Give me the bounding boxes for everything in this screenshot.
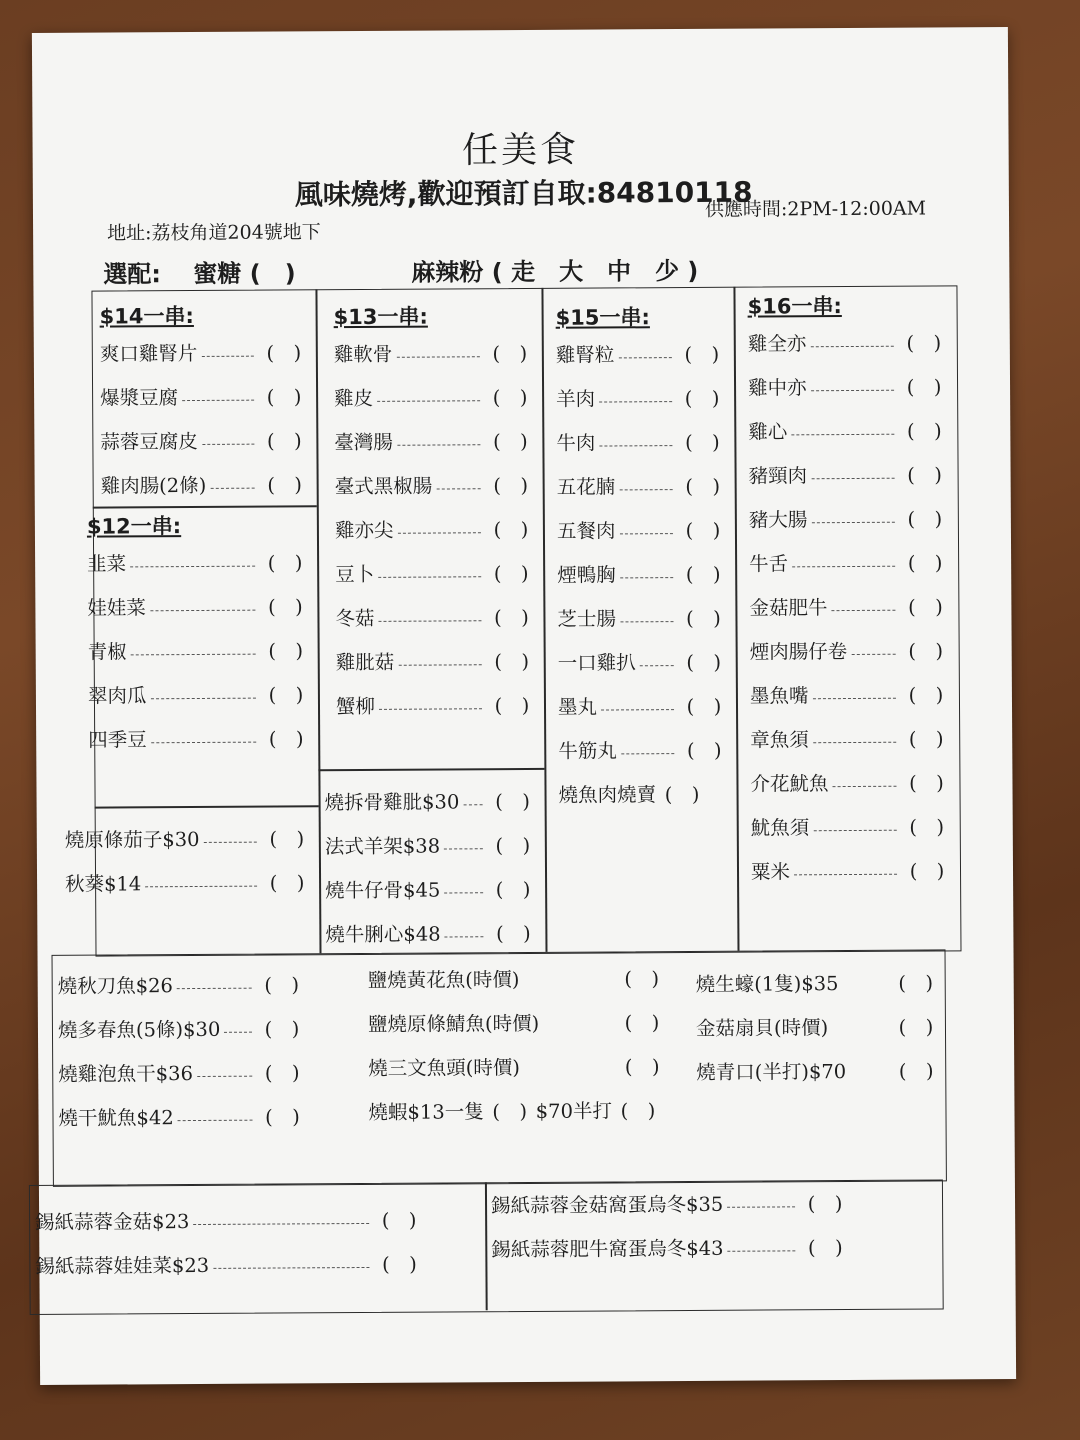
leader-dashes (727, 1206, 795, 1207)
quantity-blank[interactable]: ( ) (493, 517, 529, 542)
leader-dashes (619, 533, 672, 534)
leader-dashes (640, 665, 674, 666)
leader-dashes (812, 697, 895, 699)
quantity-blank[interactable]: ( ) (381, 1208, 417, 1232)
item-name: 雞心 (748, 420, 788, 444)
item-name: $70半打 (535, 1099, 613, 1123)
leader-dashes (463, 804, 482, 805)
item-name: 燒牛仔骨$45 (325, 878, 441, 903)
item-name: 雞肶菇 (335, 650, 395, 675)
item-name: 雞全亦 (747, 332, 807, 356)
menu-item[interactable] (334, 374, 536, 419)
item-name: 雞肉腸(2條) (100, 473, 207, 498)
quantity-blank[interactable]: ( ) (909, 859, 945, 883)
quantity-blank[interactable]: ( ) (492, 341, 528, 366)
menu-item[interactable] (696, 959, 942, 1005)
item-name: 翠肉瓜 (87, 684, 147, 708)
leader-dashes (524, 1069, 612, 1070)
quantity-blank[interactable]: ( ) (495, 833, 531, 858)
quantity-blank[interactable]: ( ) (909, 815, 945, 839)
item-list (65, 815, 314, 905)
leader-dashes (601, 709, 674, 710)
leader-dashes (791, 433, 894, 435)
leader-dashes (177, 987, 252, 988)
item-name: 芝士腸 (557, 607, 617, 631)
menu-item[interactable] (334, 330, 536, 375)
item-name: 魷魚須 (750, 816, 810, 840)
leader-dashes (794, 873, 897, 875)
menu-sheet (32, 27, 1016, 1385)
menu-item[interactable] (556, 375, 728, 420)
menu-item[interactable] (334, 418, 536, 463)
menu-item[interactable] (368, 999, 668, 1045)
leader-dashes (397, 532, 480, 534)
leader-dashes (811, 389, 894, 391)
quantity-blank[interactable]: ( ) (267, 595, 303, 619)
item-name: 青椒 (87, 640, 127, 664)
quantity-blank[interactable]: ( ) (494, 693, 530, 718)
menu-item[interactable] (100, 373, 310, 418)
quantity-blank[interactable]: ( ) (624, 967, 660, 991)
quantity-blank[interactable]: ( ) (264, 1017, 300, 1041)
item-name: 豬大腸 (748, 508, 808, 532)
menu-item[interactable] (491, 1224, 851, 1270)
leader-dashes (851, 653, 895, 654)
menu-item[interactable] (751, 847, 953, 892)
quantity-blank[interactable]: ( ) (492, 1099, 528, 1124)
item-name: 煙鴨胸 (557, 563, 616, 587)
menu-item[interactable] (558, 771, 730, 816)
item-name: 燒牛脷心$48 (325, 922, 441, 947)
menu-item[interactable] (557, 551, 729, 596)
menu-item[interactable] (35, 1241, 425, 1287)
leader-dashes (831, 609, 895, 610)
item-name: 燒拆骨雞肶$30 (324, 790, 460, 815)
item-name: 煙肉腸仔卷 (749, 640, 848, 664)
menu-item[interactable] (696, 1003, 942, 1049)
leader-dashes (444, 892, 483, 893)
veg-specials (65, 815, 314, 905)
item-name: 豆卜 (335, 562, 375, 587)
menu-item[interactable] (491, 1180, 851, 1226)
menu-item[interactable] (324, 778, 538, 823)
item-name: 鹽燒黃花魚(時價) (367, 968, 520, 992)
seafood-col-1 (58, 961, 309, 1139)
item-name: 燒秋刀魚$26 (57, 974, 174, 998)
menu-item[interactable] (58, 961, 308, 1007)
quantity-blank[interactable]: ( ) (266, 341, 302, 365)
menu-item[interactable] (751, 803, 953, 848)
menu-item[interactable] (65, 815, 313, 861)
menu-item[interactable] (558, 639, 730, 684)
item-name: 牛舌 (749, 552, 789, 576)
item-list (491, 1180, 852, 1270)
leader-dashes (599, 401, 672, 402)
item-name: 一口雞扒 (557, 651, 636, 675)
leader-dashes (150, 697, 255, 699)
quantity-blank[interactable]: ( ) (908, 639, 944, 663)
item-name: 錫紙蒜蓉金菇$23 (35, 1210, 190, 1234)
leader-dashes (201, 355, 253, 356)
item-name: 燒雞泡魚干$36 (58, 1062, 194, 1086)
quantity-blank[interactable]: ( ) (493, 561, 529, 586)
section-heading: $15一串: (555, 305, 650, 330)
leader-dashes (621, 753, 674, 754)
item-name: 爽口雞腎片 (99, 341, 198, 366)
item-name: 臺式黑椒腸 (334, 474, 433, 499)
spicy-powder-option[interactable]: 麻辣粉 ( 走 大 中 少 ) (411, 256, 699, 287)
honey-option[interactable]: 蜜糖 ( ) (193, 259, 296, 289)
item-list (334, 330, 538, 727)
item-list (368, 955, 669, 1089)
leader-dashes (178, 1119, 253, 1120)
item-name: 冬菇 (335, 606, 375, 631)
section-12 (87, 509, 313, 760)
quantity-blank[interactable]: ( ) (494, 649, 530, 674)
quantity-blank[interactable]: ( ) (898, 1015, 934, 1039)
item-name: 娃娃菜 (87, 596, 146, 620)
menu-item[interactable] (88, 627, 312, 672)
quantity-blank[interactable]: ( ) (266, 385, 302, 409)
quantity-blank[interactable]: ( ) (264, 1061, 300, 1085)
quantity-blank[interactable]: ( ) (664, 782, 700, 807)
menu-item[interactable] (557, 463, 729, 508)
quantity-blank[interactable]: ( ) (686, 606, 721, 631)
menu-item[interactable] (58, 1049, 308, 1095)
item-name: 蒜蓉豆腐皮 (100, 429, 198, 454)
leader-dashes (378, 620, 481, 622)
leader-dashes (396, 356, 479, 358)
quantity-blank[interactable]: ( ) (620, 1099, 656, 1123)
quantity-blank[interactable]: ( ) (906, 375, 942, 399)
menu-item[interactable] (696, 1047, 942, 1093)
item-name: 韭菜 (87, 552, 127, 576)
item-name: 臺灣腸 (334, 430, 393, 455)
menu-item[interactable] (750, 759, 952, 804)
leader-dashes (813, 829, 896, 831)
section-16 (747, 289, 953, 892)
item-name: 蟹柳 (335, 694, 376, 719)
foil-left (35, 1197, 426, 1287)
quantity-blank[interactable]: ( ) (268, 639, 304, 663)
item-name: 爆漿豆腐 (100, 386, 179, 410)
menu-item[interactable] (87, 583, 311, 628)
quantity-blank[interactable]: ( ) (624, 1055, 660, 1079)
leader-dashes (204, 841, 257, 842)
section-heading: $13一串: (333, 304, 428, 330)
menu-item[interactable] (101, 461, 311, 506)
menu-item[interactable] (557, 595, 729, 640)
menu-item[interactable] (100, 417, 310, 462)
item-name: 錫紙蒜蓉肥牛窩蛋烏冬$43 (491, 1236, 724, 1262)
quantity-blank[interactable]: ( ) (267, 551, 303, 575)
section-13 (334, 300, 539, 727)
menu-item[interactable] (748, 319, 950, 364)
quantity-blank[interactable]: ( ) (267, 473, 303, 497)
menu-item[interactable] (88, 715, 312, 760)
item-name: 燒三文魚頭(時價) (368, 1056, 520, 1080)
menu-item[interactable] (325, 822, 539, 867)
menu-item[interactable] (87, 539, 311, 584)
item-name: 燒青口(半打)$70 (696, 1060, 847, 1084)
item-name: 雞中亦 (747, 376, 807, 400)
item-name: 燒魚肉燒賣 (558, 783, 657, 807)
menu-item[interactable] (558, 727, 730, 772)
shop-name: 任美食 (461, 129, 580, 172)
item-name: 燒多春魚(5條)$30 (57, 1017, 221, 1042)
menu-item[interactable] (58, 1093, 308, 1139)
item-name: 牛筋丸 (558, 739, 617, 763)
quantity-blank[interactable]: ( ) (684, 386, 720, 411)
quantity-blank[interactable]: ( ) (685, 562, 721, 587)
quantity-blank[interactable]: ( ) (898, 971, 934, 995)
leader-dashes (145, 885, 257, 887)
quantity-blank[interactable]: ( ) (684, 430, 720, 455)
menu-item[interactable] (748, 451, 950, 496)
item-name: 錫紙蒜蓉金菇窩蛋烏冬$35 (490, 1192, 724, 1218)
item-list (324, 778, 539, 955)
seafood-col-3 (696, 959, 943, 1093)
leader-dashes (444, 848, 483, 849)
item-name: 金菇肥牛 (749, 596, 828, 620)
item-name: 秋葵$14 (65, 872, 142, 896)
section-14 (100, 299, 311, 506)
item-list (696, 959, 943, 1093)
quantity-blank[interactable]: ( ) (909, 771, 944, 795)
menu-item[interactable] (750, 715, 952, 760)
menu-item[interactable] (557, 507, 729, 552)
quantity-blank[interactable]: ( ) (685, 474, 721, 499)
quantity-blank[interactable]: ( ) (908, 683, 944, 707)
options-label: 選配: (103, 260, 162, 289)
item-name: 羊肉 (556, 387, 596, 411)
item-name: 燒生蠔(1隻)$35 (695, 972, 839, 996)
leader-dashes (833, 785, 897, 786)
quantity-blank[interactable]: ( ) (906, 419, 942, 443)
item-name: 章魚須 (750, 728, 809, 752)
item-name: 法式羊架$38 (324, 834, 441, 859)
menu-item[interactable] (335, 506, 537, 551)
quantity-blank[interactable]: ( ) (684, 342, 720, 367)
quantity-blank[interactable]: ( ) (495, 877, 531, 902)
item-name: 雞軟骨 (333, 342, 393, 367)
item-list (100, 329, 311, 506)
item-name: 介花魷魚 (750, 772, 829, 796)
item-name: 豬頸肉 (748, 464, 808, 488)
quantity-blank[interactable]: ( ) (624, 1011, 660, 1035)
grill-specials (324, 778, 539, 955)
leader-dashes (213, 1266, 369, 1268)
leader-dashes (620, 577, 673, 578)
menu-item[interactable] (368, 1043, 668, 1089)
menu-item[interactable] (100, 329, 310, 374)
leader-dashes (377, 400, 480, 402)
foil-right (491, 1180, 852, 1270)
quantity-blank[interactable]: ( ) (495, 921, 531, 946)
leader-dashes (810, 345, 893, 347)
item-name: 雞腎粒 (555, 343, 615, 367)
leader-dashes (398, 664, 481, 666)
menu-item[interactable] (556, 331, 728, 376)
leader-dashes (728, 1250, 796, 1251)
leader-dashes (131, 653, 256, 655)
menu-item[interactable] (748, 363, 950, 408)
item-name: 金菇扇貝(時價) (695, 1016, 829, 1040)
quantity-blank[interactable]: ( ) (492, 429, 528, 454)
item-list (748, 319, 953, 892)
quantity-blank[interactable]: ( ) (686, 738, 722, 763)
menu-item[interactable] (749, 539, 951, 584)
leader-dashes (523, 981, 611, 982)
menu-item[interactable] (325, 866, 539, 911)
item-name: 鹽燒原條鯖魚(時價) (367, 1011, 540, 1036)
quantity-blank[interactable]: ( ) (906, 331, 942, 355)
leader-dashes (397, 444, 480, 446)
leader-dashes (202, 443, 254, 444)
item-name: 雞皮 (334, 386, 374, 411)
menu-item[interactable] (88, 671, 312, 716)
quantity-blank[interactable]: ( ) (269, 827, 305, 851)
quantity-blank[interactable]: ( ) (807, 1236, 843, 1260)
menu-item[interactable] (749, 495, 951, 540)
menu-item[interactable] (35, 1197, 425, 1243)
menu-item[interactable] (748, 407, 950, 452)
menu-item[interactable] (65, 859, 313, 905)
opening-hours: 供應時間:2PM-12:00AM (704, 197, 927, 221)
leader-dashes (599, 445, 672, 446)
quantity-blank[interactable]: ( ) (686, 694, 722, 719)
quantity-blank[interactable]: ( ) (269, 871, 305, 895)
quantity-blank[interactable]: ( ) (907, 463, 943, 487)
seafood-col-2 (368, 955, 669, 1133)
item-list (58, 961, 309, 1139)
leader-dashes (618, 357, 671, 358)
leader-dashes (151, 741, 256, 743)
leader-dashes (224, 1031, 252, 1032)
quantity-blank[interactable]: ( ) (908, 727, 944, 751)
menu-item[interactable] (336, 682, 538, 727)
item-name: 五花腩 (556, 475, 616, 499)
menu-item[interactable] (335, 462, 537, 507)
section-heading: $12一串: (86, 514, 182, 539)
quantity-blank[interactable]: ( ) (493, 473, 529, 498)
leader-dashes (193, 1222, 369, 1224)
leader-dashes (811, 477, 894, 479)
item-name: 燒原條茄子$30 (64, 827, 200, 852)
quantity-blank[interactable]: ( ) (265, 1105, 300, 1129)
menu-item-prawn[interactable] (368, 1087, 668, 1133)
leader-dashes (182, 399, 254, 400)
quantity-blank[interactable]: ( ) (494, 605, 529, 630)
leader-dashes (813, 741, 896, 743)
item-name: 錫紙蒜蓉娃娃菜$23 (35, 1253, 210, 1278)
quantity-blank[interactable]: ( ) (685, 518, 721, 543)
item-name: 牛肉 (556, 431, 596, 455)
quantity-blank[interactable]: ( ) (495, 789, 531, 814)
leader-dashes (445, 936, 484, 937)
item-list (556, 331, 731, 772)
leader-dashes (619, 489, 672, 490)
quantity-blank[interactable]: ( ) (907, 507, 943, 531)
leader-dashes (210, 487, 254, 488)
item-name: 四季豆 (88, 728, 147, 752)
menu-item[interactable] (556, 419, 728, 464)
item-name: 五餐肉 (556, 519, 616, 543)
item-name: 墨魚嘴 (749, 684, 809, 708)
quantity-blank[interactable]: ( ) (381, 1252, 417, 1276)
quantity-blank[interactable]: ( ) (907, 595, 943, 619)
leader-dashes (379, 708, 482, 710)
leader-dashes (620, 621, 673, 622)
section-heading: $14一串: (99, 304, 194, 329)
leader-dashes (130, 565, 255, 567)
menu-item[interactable] (336, 638, 538, 683)
quantity-blank[interactable]: ( ) (492, 385, 528, 410)
quantity-blank[interactable]: ( ) (907, 551, 943, 575)
quantity-blank[interactable]: ( ) (807, 1192, 843, 1216)
menu-item[interactable] (335, 550, 537, 595)
item-name: 雞亦尖 (334, 518, 394, 543)
item-name: 燒蝦$13一隻 (368, 1100, 484, 1124)
quantity-blank[interactable]: ( ) (898, 1059, 934, 1083)
quantity-blank[interactable]: ( ) (268, 727, 304, 751)
quantity-blank[interactable]: ( ) (268, 683, 304, 707)
section-heading: $16一串: (747, 294, 842, 319)
leader-dashes (150, 609, 255, 611)
menu-item[interactable] (325, 910, 539, 955)
leader-dashes (197, 1075, 252, 1076)
item-name: 燒干魷魚$42 (58, 1106, 174, 1130)
slogan-phone: 風味燒烤,歡迎預訂自取:84810118 (294, 175, 753, 212)
item-list (35, 1197, 426, 1287)
quantity-blank[interactable]: ( ) (686, 650, 722, 675)
item-name: 墨丸 (557, 695, 598, 719)
item-name: 粟米 (750, 860, 791, 884)
leader-dashes (792, 565, 895, 567)
menu-item[interactable] (368, 955, 668, 1001)
menu-item[interactable] (58, 1005, 308, 1051)
menu-item[interactable] (335, 594, 537, 639)
item-list (87, 539, 312, 760)
address: 地址:荔枝角道204號地下 (107, 221, 321, 245)
menu-item[interactable] (750, 671, 952, 716)
leader-dashes (436, 488, 480, 489)
leader-dashes (378, 576, 481, 578)
menu-item[interactable] (750, 627, 952, 672)
section-15 (556, 301, 731, 816)
leader-dashes (811, 521, 894, 523)
menu-item[interactable] (558, 683, 730, 728)
quantity-blank[interactable]: ( ) (266, 429, 302, 453)
menu-item[interactable] (749, 583, 951, 628)
quantity-blank[interactable]: ( ) (264, 973, 300, 997)
